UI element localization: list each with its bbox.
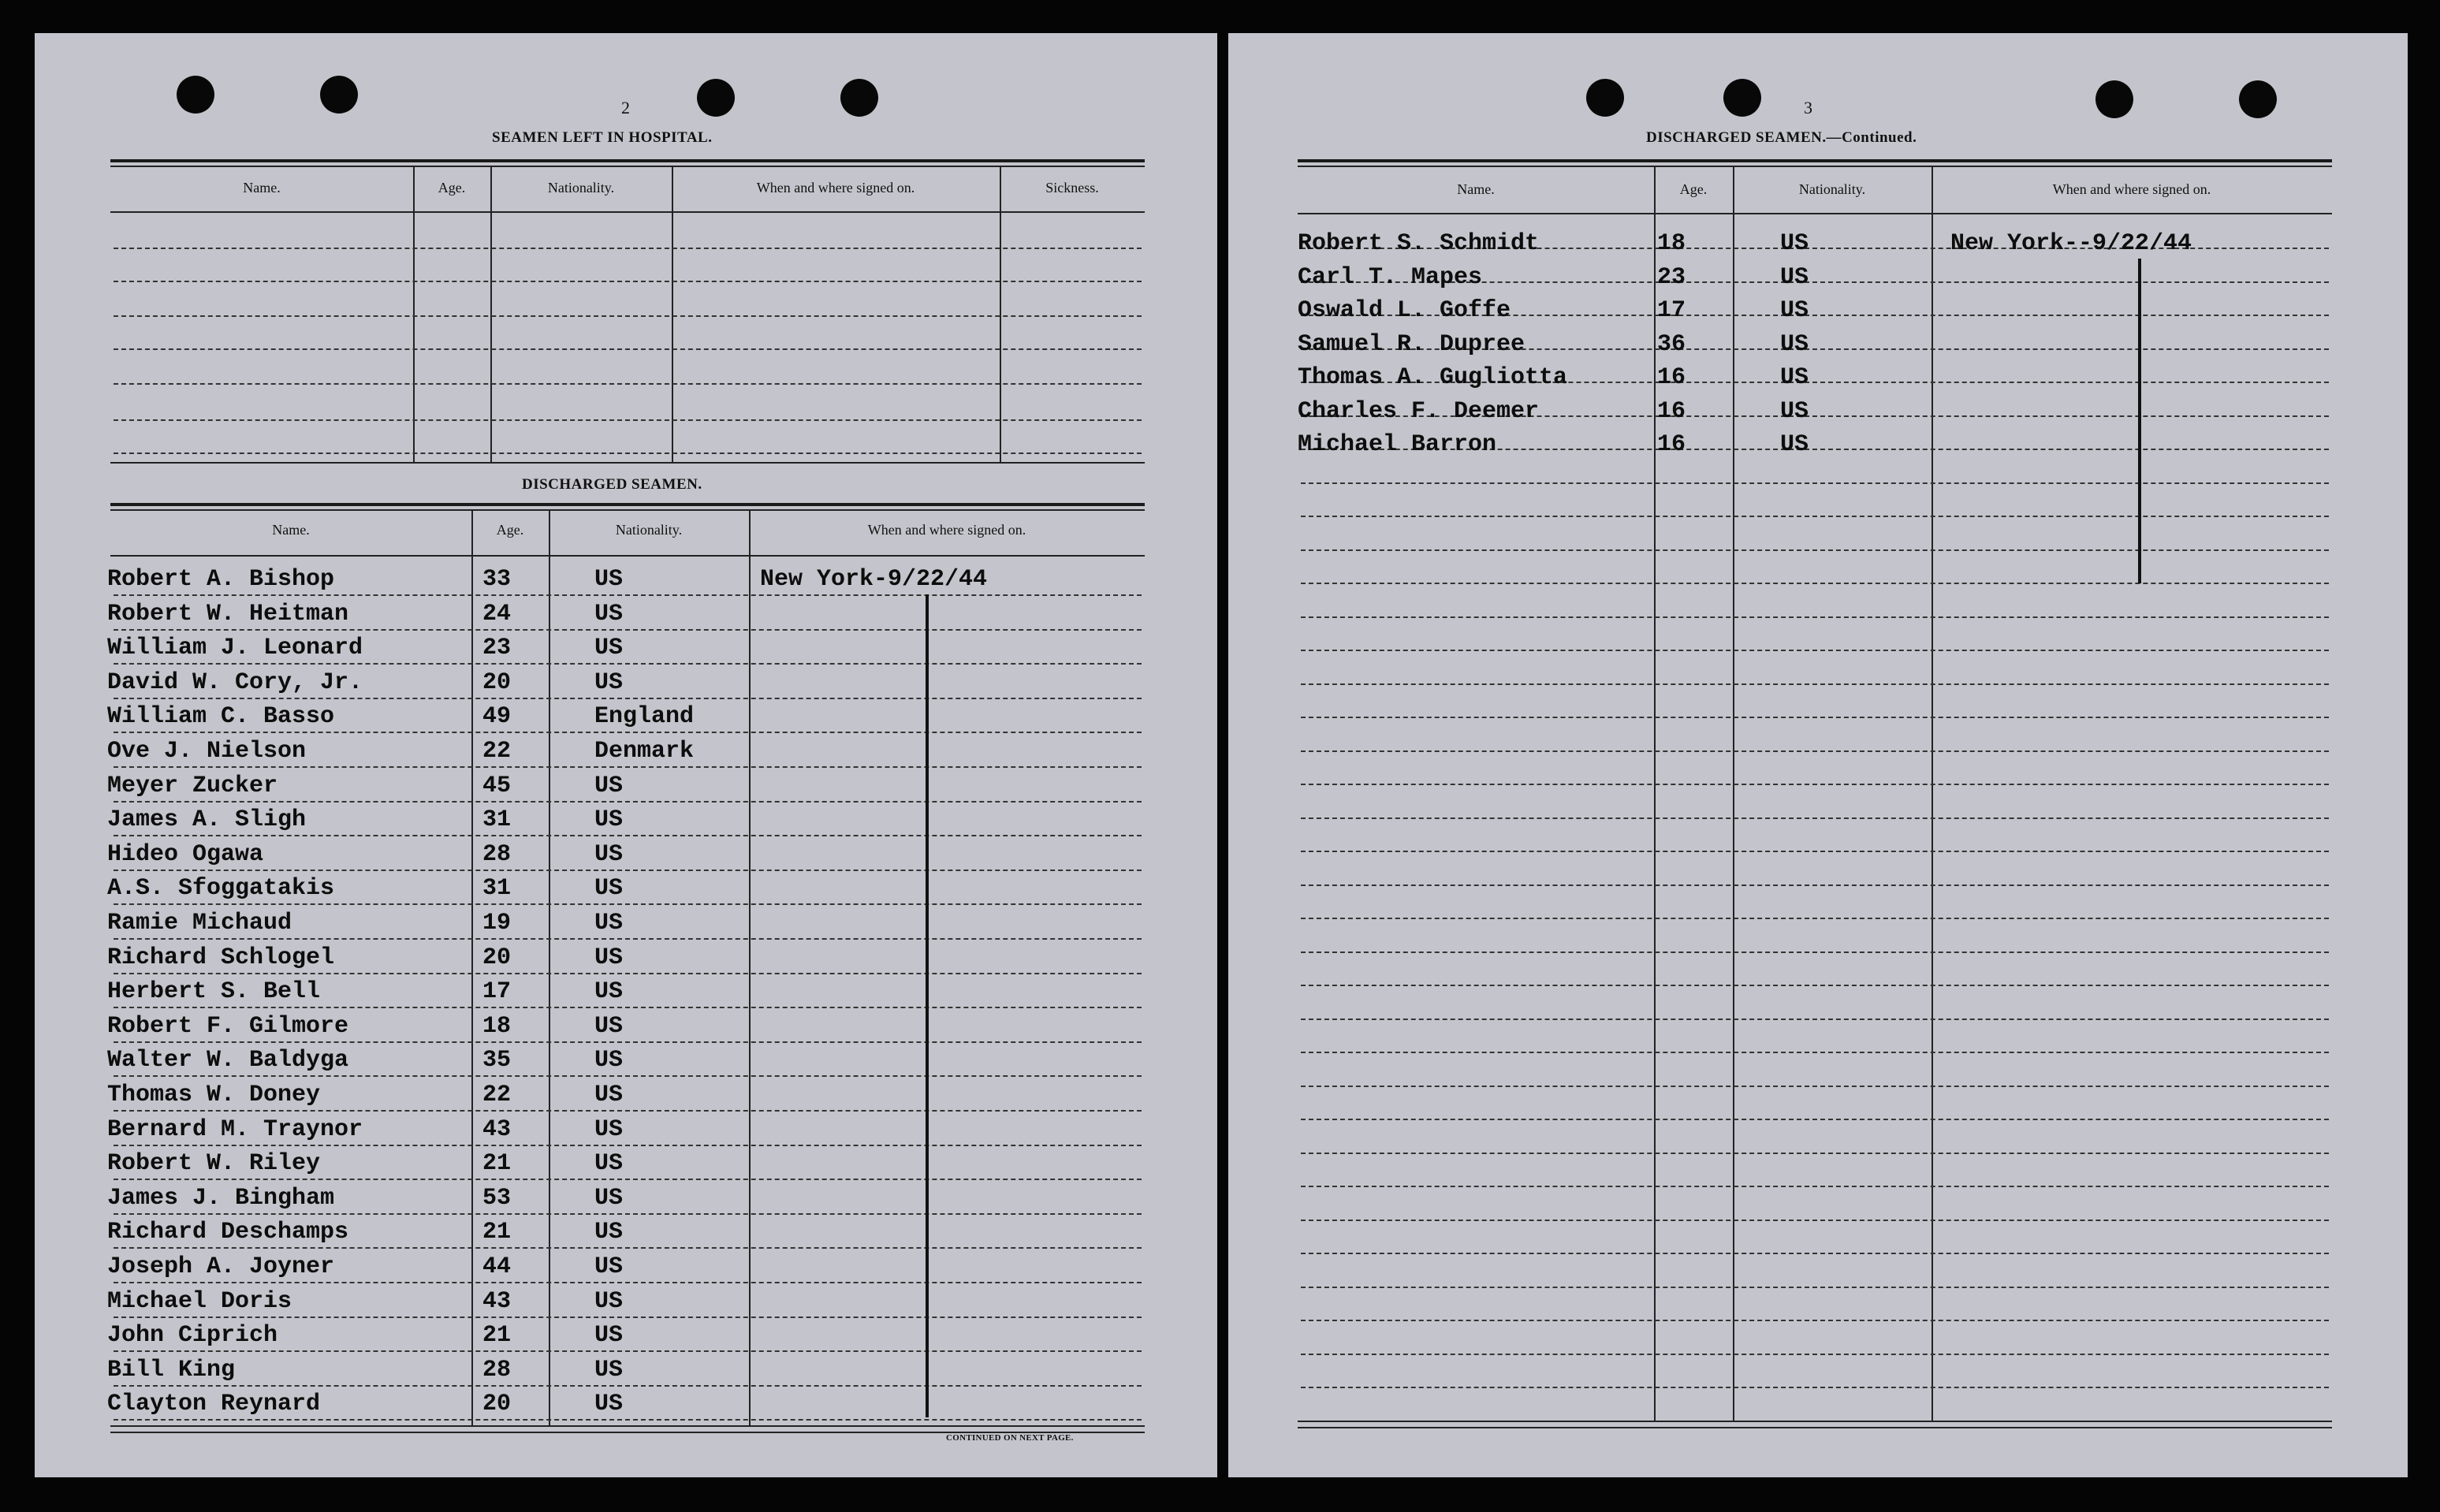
- dotted-line: [1301, 817, 2329, 819]
- punch-hole: [320, 76, 358, 114]
- seaman-name: Oswald L. Goffe: [1298, 297, 1511, 324]
- continued-note: CONTINUED ON NEXT PAGE.: [946, 1433, 1074, 1443]
- seaman-age: 53: [482, 1184, 512, 1212]
- seaman-nationality: US: [594, 1356, 624, 1384]
- dotted-line: [1301, 1186, 2329, 1187]
- dotted-line: [114, 663, 1142, 665]
- punch-hole: [697, 79, 735, 117]
- dotted-line: [1301, 1354, 2329, 1355]
- seaman-age: 20: [482, 1391, 512, 1418]
- punch-hole: [2239, 80, 2277, 118]
- hospital-header-name: Name.: [243, 180, 281, 196]
- seaman-name: A.S. Sfoggatakis: [107, 875, 335, 903]
- seaman-name: Walter W. Baldyga: [107, 1047, 349, 1074]
- seaman-age: 44: [482, 1253, 512, 1280]
- dotted-line: [114, 629, 1142, 631]
- dotted-line: [114, 835, 1142, 836]
- seaman-name: David W. Cory, Jr.: [107, 668, 363, 696]
- dotted-line: [114, 1282, 1142, 1283]
- discharged-header-name: Name.: [272, 522, 310, 538]
- punch-hole: [177, 76, 214, 114]
- seaman-name: Robert A. Bishop: [107, 566, 335, 593]
- seaman-nationality: US: [1780, 230, 1809, 257]
- dotted-line: [1301, 1086, 2329, 1087]
- ditto-pen-line: [2138, 259, 2141, 583]
- seaman-nationality: US: [594, 1047, 624, 1074]
- hospital-header-sickness: Sickness.: [1045, 180, 1099, 196]
- seaman-name: Robert W. Heitman: [107, 600, 349, 628]
- dotted-line: [114, 801, 1142, 803]
- dotted-line: [1301, 1052, 2329, 1053]
- seaman-name: Thomas W. Doney: [107, 1082, 321, 1108]
- hospital-header-age: Age.: [438, 180, 466, 196]
- dotted-line: [1301, 952, 2329, 953]
- rule: [1298, 213, 2332, 214]
- seaman-name: Michael Doris: [107, 1287, 292, 1315]
- seaman-nationality: US: [594, 1322, 624, 1350]
- seaman-age: 20: [482, 668, 512, 696]
- dotted-line: [114, 1110, 1142, 1112]
- dotted-line: [114, 383, 1142, 385]
- seaman-nationality: US: [594, 910, 624, 937]
- hospital-header-nationality: Nationality.: [547, 180, 615, 196]
- seaman-nationality: US: [594, 1184, 624, 1212]
- hospital-header-signed-on: When and where signed on.: [756, 180, 915, 196]
- signed-on-entry: New York-9/22/44: [760, 566, 988, 593]
- rule: [110, 503, 1145, 506]
- dotted-line: [1301, 516, 2329, 517]
- seaman-name: Ove J. Nielson: [107, 738, 307, 765]
- seaman-name: Robert W. Riley: [107, 1150, 321, 1178]
- seaman-age: 17: [482, 978, 512, 1006]
- seaman-age: 36: [1657, 330, 1686, 358]
- page-number: 3: [1804, 98, 1812, 117]
- seaman-age: 28: [482, 840, 512, 868]
- dotted-line: [1301, 616, 2329, 618]
- seaman-nationality: US: [594, 1115, 624, 1143]
- seaman-age: 16: [1657, 364, 1686, 391]
- dotted-line: [114, 1419, 1142, 1421]
- seaman-nationality: US: [594, 772, 624, 799]
- discharged-continued-title: DISCHARGED SEAMEN.—Continued.: [1646, 129, 1917, 146]
- punch-hole: [2095, 80, 2133, 118]
- seaman-age: 17: [1657, 297, 1686, 324]
- column-divider: [1000, 167, 1001, 462]
- seaman-nationality: US: [594, 944, 624, 971]
- dotted-line: [114, 1247, 1142, 1249]
- dotted-line: [114, 870, 1142, 871]
- seaman-age: 31: [482, 875, 512, 903]
- seaman-age: 21: [482, 1150, 512, 1178]
- seaman-name: Samuel R. Dupree: [1298, 330, 1525, 358]
- seaman-nationality: US: [594, 1150, 624, 1178]
- dotted-line: [114, 938, 1142, 940]
- continued-header-nationality: Nationality.: [1798, 181, 1866, 197]
- dotted-line: [1301, 884, 2329, 886]
- seaman-nationality: US: [1780, 330, 1809, 358]
- dotted-line: [1301, 1019, 2329, 1020]
- seaman-age: 22: [482, 1082, 512, 1108]
- hospital-section-title: SEAMEN LEFT IN HOSPITAL.: [492, 129, 713, 146]
- dotted-line: [114, 1145, 1142, 1146]
- dotted-line: [1301, 1320, 2329, 1321]
- seaman-nationality: US: [594, 1287, 624, 1315]
- dotted-line: [114, 766, 1142, 768]
- dotted-line: [114, 903, 1142, 905]
- seaman-nationality: US: [594, 635, 624, 662]
- seaman-age: 35: [482, 1047, 512, 1074]
- left-page: [35, 33, 1217, 1477]
- dotted-line: [1301, 1119, 2329, 1120]
- seaman-nationality: US: [594, 875, 624, 903]
- dotted-line: [114, 698, 1142, 699]
- seaman-name: Richard Deschamps: [107, 1219, 349, 1246]
- dotted-line: [114, 315, 1142, 317]
- dotted-line: [114, 1007, 1142, 1008]
- seaman-name: Charles F. Deemer: [1298, 397, 1540, 425]
- seaman-name: Bernard M. Traynor: [107, 1115, 363, 1143]
- dotted-line: [114, 419, 1142, 421]
- dotted-line: [1301, 1220, 2329, 1221]
- punch-hole: [840, 79, 878, 117]
- dotted-line: [114, 1179, 1142, 1180]
- rule: [110, 462, 1145, 464]
- dotted-line: [1301, 784, 2329, 785]
- seaman-nationality: US: [1780, 397, 1809, 425]
- seaman-name: Hideo Ogawa: [107, 840, 264, 868]
- seaman-nationality: US: [594, 1082, 624, 1108]
- dotted-line: [1301, 717, 2329, 718]
- seaman-name: Robert F. Gilmore: [107, 1012, 349, 1040]
- page-number: 2: [621, 98, 630, 117]
- discharged-section-title: DISCHARGED SEAMEN.: [522, 476, 702, 493]
- continued-header-signed-on: When and where signed on.: [2052, 181, 2211, 197]
- seaman-nationality: US: [594, 668, 624, 696]
- dotted-line: [1301, 1287, 2329, 1288]
- right-page: [1228, 33, 2408, 1477]
- dotted-line: [1301, 1253, 2329, 1254]
- dotted-line: [114, 1385, 1142, 1387]
- seaman-age: 20: [482, 944, 512, 971]
- seaman-age: 18: [1657, 230, 1686, 257]
- dotted-line: [114, 594, 1142, 596]
- seaman-age: 49: [482, 703, 512, 731]
- signed-on-entry: New York--9/22/44: [1950, 230, 2192, 257]
- seaman-name: Carl T. Mapes: [1298, 263, 1483, 291]
- punch-hole: [1723, 79, 1761, 117]
- column-divider: [549, 511, 550, 1425]
- column-divider: [490, 167, 492, 462]
- seaman-name: James J. Bingham: [107, 1184, 335, 1212]
- seaman-age: 16: [1657, 431, 1686, 458]
- seaman-name: Herbert S. Bell: [107, 978, 321, 1006]
- discharged-header-nationality: Nationality.: [615, 522, 683, 538]
- seaman-name: William J. Leonard: [107, 635, 363, 662]
- continued-header-name: Name.: [1457, 181, 1495, 197]
- rule: [1298, 1421, 2332, 1422]
- seaman-age: 23: [482, 635, 512, 662]
- rule: [1298, 1427, 2332, 1428]
- seaman-age: 21: [482, 1219, 512, 1246]
- seaman-name: James A. Sligh: [107, 806, 307, 834]
- seaman-age: 43: [482, 1287, 512, 1315]
- punch-hole: [1586, 79, 1624, 117]
- seaman-name: Thomas A. Gugliotta: [1298, 364, 1568, 391]
- seaman-name: Richard Schlogel: [107, 944, 335, 971]
- column-divider: [1932, 167, 1933, 1421]
- rule: [110, 555, 1145, 557]
- column-divider: [672, 167, 673, 462]
- seaman-name: Joseph A. Joyner: [107, 1253, 335, 1280]
- dotted-line: [1301, 918, 2329, 919]
- dotted-line: [114, 281, 1142, 282]
- seaman-age: 16: [1657, 397, 1686, 425]
- seaman-nationality: US: [594, 566, 624, 593]
- rule: [110, 1425, 1145, 1427]
- seaman-nationality: US: [594, 978, 624, 1006]
- dotted-line: [114, 1075, 1142, 1077]
- seaman-age: 28: [482, 1356, 512, 1384]
- seaman-name: Meyer Zucker: [107, 772, 278, 799]
- seaman-nationality: US: [1780, 263, 1809, 291]
- column-divider: [1733, 167, 1734, 1421]
- dotted-line: [114, 1316, 1142, 1318]
- column-divider: [749, 511, 751, 1425]
- dotted-line: [1301, 650, 2329, 651]
- rule: [110, 509, 1145, 511]
- seaman-age: 33: [482, 566, 512, 593]
- column-divider: [471, 511, 473, 1425]
- dotted-line: [114, 973, 1142, 974]
- continued-header-age: Age.: [1679, 181, 1708, 197]
- column-divider: [413, 167, 415, 462]
- discharged-header-age: Age.: [496, 522, 524, 538]
- seaman-age: 45: [482, 772, 512, 799]
- seaman-nationality: US: [1780, 431, 1809, 458]
- dotted-line: [114, 348, 1142, 350]
- seaman-age: 23: [1657, 263, 1686, 291]
- ditto-pen-line: [926, 594, 929, 1417]
- column-divider: [1654, 167, 1656, 1421]
- seaman-name: Bill King: [107, 1356, 236, 1384]
- seaman-nationality: US: [594, 1391, 624, 1418]
- seaman-name: William C. Basso: [107, 703, 335, 731]
- dotted-line: [1301, 583, 2329, 584]
- dotted-line: [1301, 549, 2329, 551]
- seaman-name: Clayton Reynard: [107, 1391, 321, 1418]
- seaman-nationality: US: [594, 1219, 624, 1246]
- dotted-line: [1301, 683, 2329, 685]
- rule: [1298, 159, 2332, 162]
- rule: [1298, 166, 2332, 167]
- seaman-nationality: England: [594, 703, 695, 731]
- rule: [110, 159, 1145, 162]
- discharged-header-signed-on: When and where signed on.: [867, 522, 1026, 538]
- seaman-name: Robert S. Schmidt: [1298, 230, 1540, 257]
- dotted-line: [1301, 985, 2329, 986]
- seaman-age: 24: [482, 600, 512, 628]
- dotted-line: [1301, 1153, 2329, 1154]
- seaman-nationality: US: [594, 1012, 624, 1040]
- dotted-line: [114, 1041, 1142, 1043]
- seaman-age: 19: [482, 910, 512, 937]
- seaman-nationality: Denmark: [594, 738, 695, 765]
- dotted-line: [1301, 851, 2329, 852]
- seaman-nationality: US: [1780, 364, 1809, 391]
- seaman-name: John Ciprich: [107, 1322, 278, 1350]
- seaman-age: 21: [482, 1322, 512, 1350]
- rule: [110, 211, 1145, 213]
- dotted-line: [114, 732, 1142, 733]
- seaman-age: 18: [482, 1012, 512, 1040]
- seaman-age: 31: [482, 806, 512, 834]
- seaman-nationality: US: [594, 840, 624, 868]
- seaman-age: 43: [482, 1115, 512, 1143]
- seaman-name: Michael Barron: [1298, 431, 1497, 458]
- seaman-nationality: US: [594, 806, 624, 834]
- dotted-line: [1301, 750, 2329, 752]
- dotted-line: [114, 1350, 1142, 1352]
- dotted-line: [1301, 1387, 2329, 1388]
- rule: [110, 166, 1145, 167]
- seaman-nationality: US: [1780, 297, 1809, 324]
- dotted-line: [1301, 482, 2329, 484]
- dotted-line: [114, 1213, 1142, 1215]
- seaman-age: 22: [482, 738, 512, 765]
- dotted-line: [114, 248, 1142, 249]
- seaman-nationality: US: [594, 600, 624, 628]
- seaman-name: Ramie Michaud: [107, 910, 292, 937]
- seaman-nationality: US: [594, 1253, 624, 1280]
- dotted-line: [114, 452, 1142, 454]
